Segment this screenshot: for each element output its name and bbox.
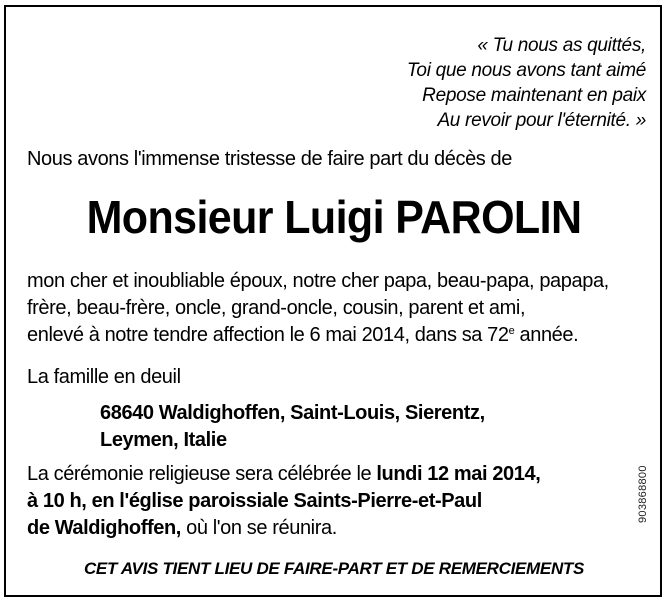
poem-line: Repose maintenant en paix [422,85,646,106]
poem-line: Toi que nous avons tant aimé [406,60,646,81]
description [27,268,609,349]
address-line: Leymen, Italie [100,429,227,451]
ceremony-place: à 10 h, en l'église paroissiale Saints-Pierre-et-Paul [27,490,482,512]
intro-text: Nous avons l'immense tristesse de faire part du décès de [27,148,513,170]
ceremony-line [27,515,540,542]
description-line: mon cher et inoubliable époux, notre cher papa, beau-papa, papapa, [27,270,609,292]
ceremony-town: de Waldighoffen, [27,517,181,539]
family-mourning: La famille en deuil [27,366,181,388]
address-line: 68640 Waldighoffen, Saint-Louis, Sierentz, [100,402,485,424]
description-line [27,322,609,349]
ceremony-text: où l'on se réunira. [180,517,337,539]
deceased-name: Monsieur Luigi PAROLIN [86,192,582,244]
poem-quote [407,33,646,133]
poem-line: Au revoir pour l'éternité. » [437,110,646,131]
ceremony-text: La cérémonie religieuse sera célébrée le [27,463,377,485]
reference-number: 903868800 [637,465,649,523]
ordinal-superscript: e [508,325,515,337]
footer-notice: CET AVIS TIENT LIEU DE FAIRE-PART ET DE REMERCIEMENTS [83,559,585,578]
description-line: frère, beau-frère, oncle, grand-oncle, cousin, parent et ami, [27,297,526,319]
ceremony-date: lundi 12 mai 2014, [376,463,541,485]
ceremony-line [27,488,540,515]
description-text: enlevé à notre tendre affection le 6 mai 2014, dans sa 72 [27,324,509,346]
description-text: année. [514,324,579,346]
ceremony-info [27,461,540,542]
address-block [100,400,485,454]
ceremony-line [27,461,540,488]
poem-line: « Tu nous as quittés, [477,35,646,56]
